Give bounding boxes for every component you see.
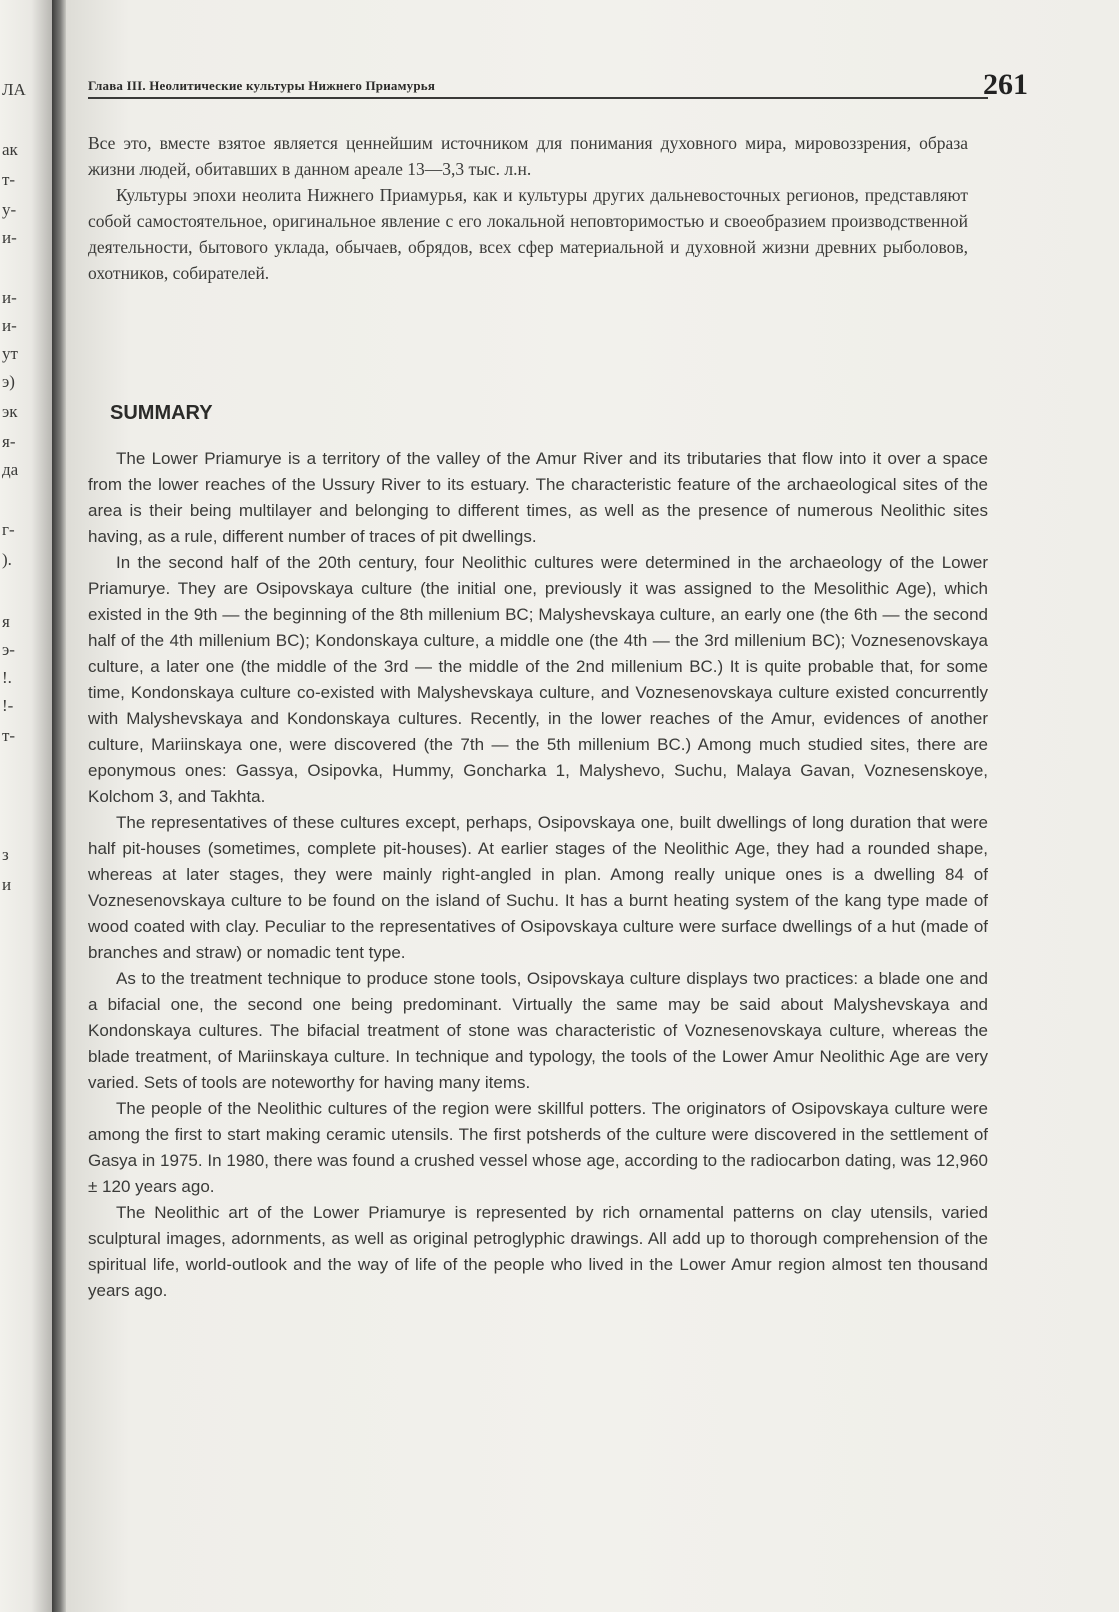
margin-fragment: и — [2, 875, 12, 894]
margin-fragment: я — [2, 612, 10, 631]
margin-fragment: т- — [2, 726, 16, 745]
margin-fragment: я- — [2, 432, 16, 451]
margin-fragment: да — [2, 460, 19, 479]
running-head: Глава III. Неолитические культуры Нижнего Приамурья — [88, 78, 436, 93]
book-gutter — [52, 0, 66, 1612]
summary-heading: SUMMARY — [110, 402, 213, 424]
margin-fragment: и- — [2, 228, 17, 247]
margin-fragment: !- — [2, 696, 14, 715]
margin-fragment: т- — [2, 170, 16, 189]
paragraph: Все это, вместе взятое является ценнейшим источником для понимания духовного мира, мировоззрения, образа жизни людей, обитавших в данном ареале 13—3,3 тыс. л.н. — [88, 133, 968, 179]
margin-fragment: э- — [2, 640, 15, 659]
summary-body — [88, 446, 988, 1304]
previous-page-edge — [0, 0, 52, 1612]
paragraph: In the second half of the 20th century, four Neolithic cultures were determined in the archaeology of the Lower Priamurye. They are Osipovskaya culture (the initial one, previously it was assigned to the Mesolithic Age), which existed in the 9th — the beginning of the 8th millenium BC; Malyshevskaya culture, an early one (the 6th — the second half of the 4th millenium BC); Kondonskaya culture, a middle one (the 4th — the 3rd millenium BC); Voznesenovskaya culture, a later one (the middle of the 3rd — the middle of the 2nd millenium BC.) It is quite probable that, for some time, Kondonskaya culture co-existed with Malyshevskaya culture, and Voznesenovskaya culture existed concurrently with Malyshevskaya and Kondonskaya cultures. Recently, in the lower reaches of the Amur, evidences of another culture, Mariinskaya one, were discovered (the 7th — the 5th millenium BC.) Among much studied sites, there are eponymous ones: Gassya, Osipovka, Hummy, Goncharka 1, Malyshevo, Suchu, Malaya Gavan, Voznesenskoye, Kolchom 3, and Takhta. — [88, 553, 988, 806]
paragraph: The Neolithic art of the Lower Priamurye is represented by rich ornamental patterns on clay utensils, varied sculptural images, adornments, as well as original petroglyphic drawings. All add up to thorough comprehension of the spiritual life, world-outlook and the way of life of the people who lived in the Lower Amur region almost ten thousand years ago. — [88, 1203, 988, 1300]
margin-fragment: г- — [2, 520, 15, 539]
margin-fragment: з — [2, 845, 9, 864]
margin-fragment: ут — [2, 344, 18, 363]
margin-fragment: ак — [2, 140, 18, 159]
margin-fragment: и- — [2, 288, 17, 307]
paragraph: The representatives of these cultures except, perhaps, Osipovskaya one, built dwellings of long duration that were half pit-houses (sometimes, complete pit-houses). At earlier stages of the Neolithic Age, they had a rounded shape, whereas at later stages, they were mainly right-angled in plan. Among really unique ones is a dwelling 84 of Voznesenovskaya culture to be found on the island of Suchu. It has a burnt heating system of the kang type made of wood coated with clay. Peculiar to the representatives of Osipovskaya culture were surface dwellings of a hut (made of branches and straw) or nomadic tent type. — [88, 813, 988, 962]
russian-text-block — [88, 130, 968, 286]
paragraph: Культуры эпохи неолита Нижнего Приамурья, как и культуры других дальневосточных регионов, представляют собой самостоятельное, оригинальное явление с его локальной неповторимостью и своеобразием производственной деятельности, бытового уклада, обычаев, обрядов, всех сфер материальной и духовной жизни древних рыболовов, охотников, собирателей. — [88, 185, 968, 283]
page-number: 261 — [983, 68, 1028, 101]
page-header — [88, 68, 1028, 102]
book-page — [66, 0, 1119, 1612]
paragraph: The Lower Priamurye is a territory of the valley of the Amur River and its tributaries that flow into it over a space from the lower reaches of the Ussury River to its estuary. The characteristic feature of the archaeological sites of the area is their being multilayer and belonging to different times, as well as the presence of numerous Neolithic sites having, as a rule, different number of traces of pit dwellings. — [88, 449, 988, 546]
margin-fragment: !. — [2, 668, 12, 687]
margin-fragment: ЛА — [2, 80, 26, 99]
margin-fragment: и- — [2, 316, 17, 335]
paragraph: As to the treatment technique to produce stone tools, Osipovskaya culture displays two practices: a blade one and a bifacial one, the second one being predominant. Virtually the same may be said about Malyshevskaya and Kondonskaya cultures. The bifacial treatment of stone was characteristic of Voznesenovskaya culture, whereas the blade treatment, of Mariinskaya culture. In technique and typology, the tools of the Lower Amur Neolithic Age are very varied. Sets of tools are noteworthy for having many items. — [88, 969, 988, 1092]
header-rule — [88, 97, 988, 99]
margin-fragment: э) — [2, 372, 15, 391]
paragraph: The people of the Neolithic cultures of the region were skillful potters. The originators of Osipovskaya culture were among the first to start making ceramic utensils. The first potsherds of the culture were discovered in the settlement of Gasya in 1975. In 1980, there was found a crushed vessel whose age, according to the radiocarbon dating, was 12,960 ± 120 years ago. — [88, 1099, 988, 1196]
margin-fragment: у- — [2, 200, 17, 219]
margin-fragment: эк — [2, 402, 18, 421]
margin-fragment: ). — [2, 550, 12, 569]
